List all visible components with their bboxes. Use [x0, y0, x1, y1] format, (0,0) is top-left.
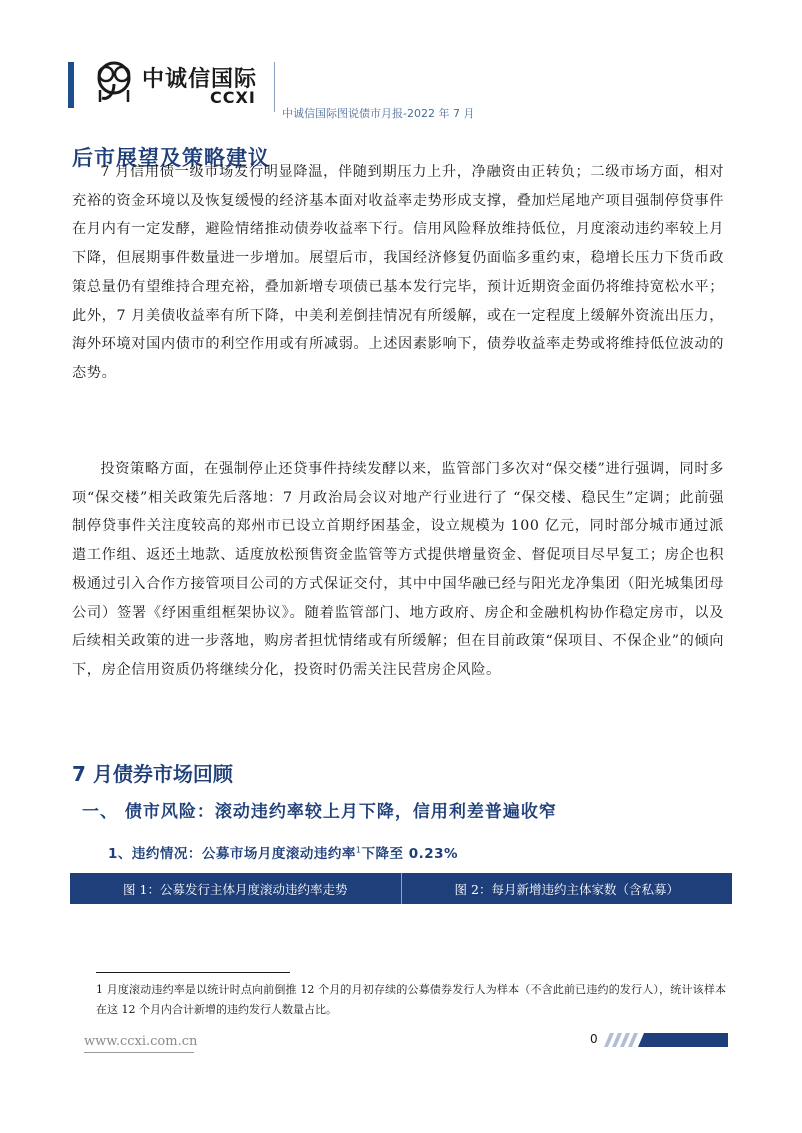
- footer-website-link[interactable]: www.ccxi.com.cn: [84, 1034, 198, 1049]
- paragraph-strategy: 投资策略方面，在强制停止还贷事件持续发酵以来，监管部门多次对“保交楼”进行强调，同时多项“保交楼”相关政策先后落地：7 月政治局会议对地产行业进行了 “保交楼、稳民生”定调；此前强制停贷事件关注度较高的郑州市已设立首期纾困基金，设立规模为 100 亿元，同时部分城市通过派遣工作组、返还土地款、适度放松预售资金监管等方式提供增量资金、督促项目尽早复工；房企也积极通过引入合作方接管项目公司的方式保证交付，其中中国华融已经与阳光龙净集团（阳光城集团母公司）签署《纾困重组框架协议》。随着监管部门、地方政府、房企和金融机构协作稳定房市，以及后续相关政策的进一步落地，购房者担忧情绪或有所缓解；但在目前政策“保项目、不保企业”的倾向下，房企信用资质仍将继续分化，投资时仍需关注民营房企风险。: [72, 461, 724, 678]
- elephant-logo-icon: [92, 60, 136, 106]
- subsection-title-risk: 一、 债市风险：滚动违约率较上月下降，信用利差普遍收窄: [82, 802, 557, 822]
- page-number: 0: [590, 1032, 598, 1046]
- header-accent-bar: [68, 62, 74, 108]
- footnote: [96, 980, 726, 1020]
- figure-1-caption: 图 1：公募发行主体月度滚动违约率走势: [123, 881, 348, 897]
- footnote-reference[interactable]: 1: [355, 845, 362, 855]
- subsection-title-default-suffix: 下降至 0.23%: [361, 846, 459, 862]
- section-title-outlook: 后市展望及策略建议: [72, 146, 270, 170]
- logo-chinese-name: 中诚信国际: [142, 67, 258, 92]
- figure-caption-bar: [70, 873, 732, 904]
- subsection-title-default-prefix: 1、违约情况：公募市场月度滚动违约率: [108, 846, 356, 862]
- paragraph-outlook: 7 月信用债一级市场发行明显降温，伴随到期压力上升，净融资由正转负；二级市场方面，相对充裕的资金环境以及恢复缓慢的经济基本面对收益率走势形成支撑，叠加烂尾地产项目强制停贷事件在月内有一定发酵，避险情绪推动债券收益率下行。信用风险释放维持低位，月度滚动违约率较上月下降，但展期事件数量进一步增加。展望后市，我国经济修复仍面临多重约束，稳增长压力下货币政策总量仍有望维持合理充裕，叠加新增专项债已基本发行完毕，预计近期资金面仍将维持宽松水平；此外，7 月美债收益率有所下降，中美利差倒挂情况有所缓解，或在一定程度上缓解外资流出压力，海外环境对国内债市的利空作用或有所减弱。上述因素影响下，债券收益率走势或将维持低位波动的态势。: [72, 164, 724, 381]
- report-subtitle: 中诚信国际图说债市月报-2022 年 7 月: [282, 107, 475, 120]
- footer-underline: [84, 1052, 194, 1053]
- footer-stripes-decoration: [604, 1033, 728, 1047]
- company-logo: [92, 58, 262, 110]
- logo-english-name: CCXI: [210, 88, 256, 107]
- subsection-title-default: [108, 842, 458, 862]
- section-title-review: 7 月债券市场回顾: [72, 762, 233, 786]
- footnote-marker: 1: [96, 983, 103, 996]
- footnote-separator: [96, 972, 290, 973]
- header-divider: [274, 62, 275, 112]
- figure-2-caption: 图 2：每月新增违约主体家数（含私募）: [454, 881, 679, 897]
- footnote-text: 月度滚动违约率是以统计时点向前倒推 12 个月的月初存续的公募债券发行人为样本（不含此前已违约的发行人），统计该样本在这 12 个月内合计新增的违约发行人数量占比。: [96, 983, 726, 1016]
